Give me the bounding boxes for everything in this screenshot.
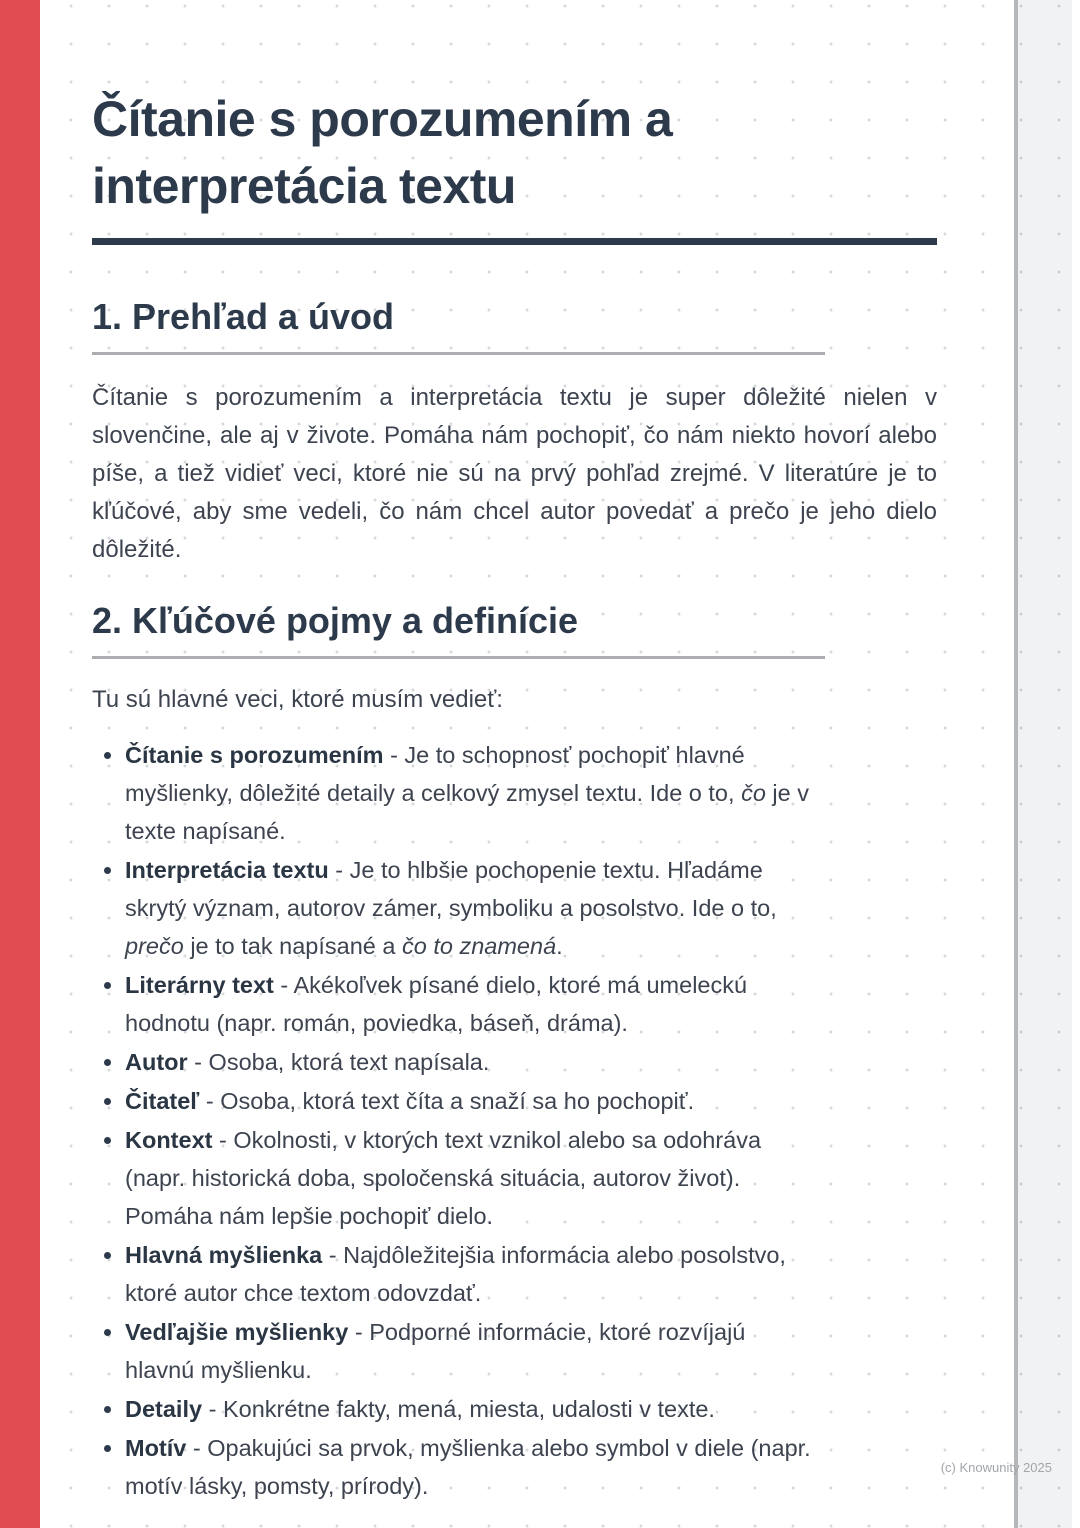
term-definition-text: - Okolnosti, v ktorých text vznikol alebo sa odohráva (napr. historická doba, spoločenská situácia, autorov život). Pomáha nám lepšie pochopiť dielo.	[125, 1127, 762, 1229]
page-title: Čítanie s porozumením a interpretácia textu	[92, 91, 673, 214]
section-overview-divider	[92, 352, 825, 355]
term-definition-emphasis: prečo	[125, 933, 184, 959]
list-item	[92, 1429, 812, 1505]
section-overview	[92, 295, 937, 569]
section-overview-heading: 1. Prehľad a úvod	[92, 296, 394, 337]
term-definition-text: je v texte napísané.	[125, 780, 809, 844]
term-definition-text: je to tak napísané a	[183, 933, 402, 959]
copyright-note: (c) Knowunity 2025	[940, 1460, 1052, 1475]
term-definition-emphasis: čo to znamená	[401, 933, 557, 959]
key-terms-intro: Tu sú hlavné veci, ktoré musím vedieť:	[92, 686, 503, 713]
term-definition-text: - Opakujúci sa prvok, myšlienka alebo symbol v diele (napr. motív lásky, pomsty, prírody).	[125, 1435, 811, 1499]
term-label: Literárny text	[125, 972, 274, 998]
term-label: Hlavná myšlienka	[125, 1242, 323, 1268]
list-item	[92, 1313, 812, 1389]
page-edge-margin	[1072, 0, 1080, 1528]
term-definition-text: - Podporné informácie, ktoré rozvíjajú hlavnú myšlienku.	[125, 1319, 746, 1383]
term-label: Kontext	[125, 1127, 213, 1153]
term-definition-text: .	[556, 933, 563, 959]
list-item	[92, 1236, 812, 1312]
term-label: Detaily	[125, 1396, 203, 1422]
title-divider	[92, 238, 937, 245]
list-item	[92, 1121, 812, 1235]
page-content	[92, 0, 937, 1506]
section-key-terms	[92, 599, 937, 1505]
term-definition-text: - Je to hlbšie pochopenie textu. Hľadáme skrytý význam, autorov zámer, symboliku a posolstvo. Ide o to,	[125, 857, 777, 921]
term-definition-text: - Je to schopnosť pochopiť hlavné myšlienky, dôležité detaily a celkový zmysel textu. Ide o to,	[125, 742, 745, 806]
term-definition-text: - Osoba, ktorá text napísala.	[187, 1049, 490, 1075]
term-definition-text: - Konkrétne fakty, mená, miesta, udalosti v texte.	[202, 1396, 715, 1422]
term-definition-emphasis: čo	[741, 780, 766, 806]
term-definition-text: - Osoba, ktorá text číta a snaží sa ho pochopiť.	[199, 1088, 695, 1114]
key-terms-list	[92, 736, 812, 1505]
left-accent-bar	[0, 0, 40, 1528]
list-item	[92, 1390, 812, 1428]
list-item	[92, 1043, 812, 1081]
page-edge-line	[1014, 0, 1018, 1528]
list-item	[92, 966, 812, 1042]
term-label: Čítanie s porozumením	[125, 742, 384, 768]
list-item	[92, 736, 812, 850]
section-key-terms-heading: 2. Kľúčové pojmy a definície	[92, 600, 579, 641]
overview-paragraph: Čítanie s porozumením a interpretácia textu je super dôležité nielen v slovenčine, ale aj v živote. Pomáha nám pochopiť, čo nám niekto hovorí alebo píše, a tiež vidieť veci, ktoré nie sú na prvý pohľad zrejmé. V literatúre je to kľúčové, aby sme vedeli, čo nám chcel autor povedať a prečo je jeho dielo dôležité.	[92, 384, 937, 563]
section-key-terms-divider	[92, 656, 825, 659]
term-definition-text: - Najdôležitejšia informácia alebo posolstvo, ktoré autor chce textom odovzdať.	[125, 1242, 786, 1306]
term-label: Motív	[125, 1435, 187, 1461]
term-definition-text: - Akékoľvek písané dielo, ktoré má umeleckú hodnotu (napr. román, poviedka, báseň, dráma).	[125, 972, 748, 1036]
term-label: Čitateľ	[125, 1088, 200, 1114]
term-label: Vedľajšie myšlienky	[125, 1319, 349, 1345]
term-label: Autor	[125, 1049, 188, 1075]
list-item	[92, 851, 812, 965]
list-item	[92, 1082, 812, 1120]
term-label: Interpretácia textu	[125, 857, 329, 883]
page-edge-gutter	[1018, 0, 1072, 1528]
